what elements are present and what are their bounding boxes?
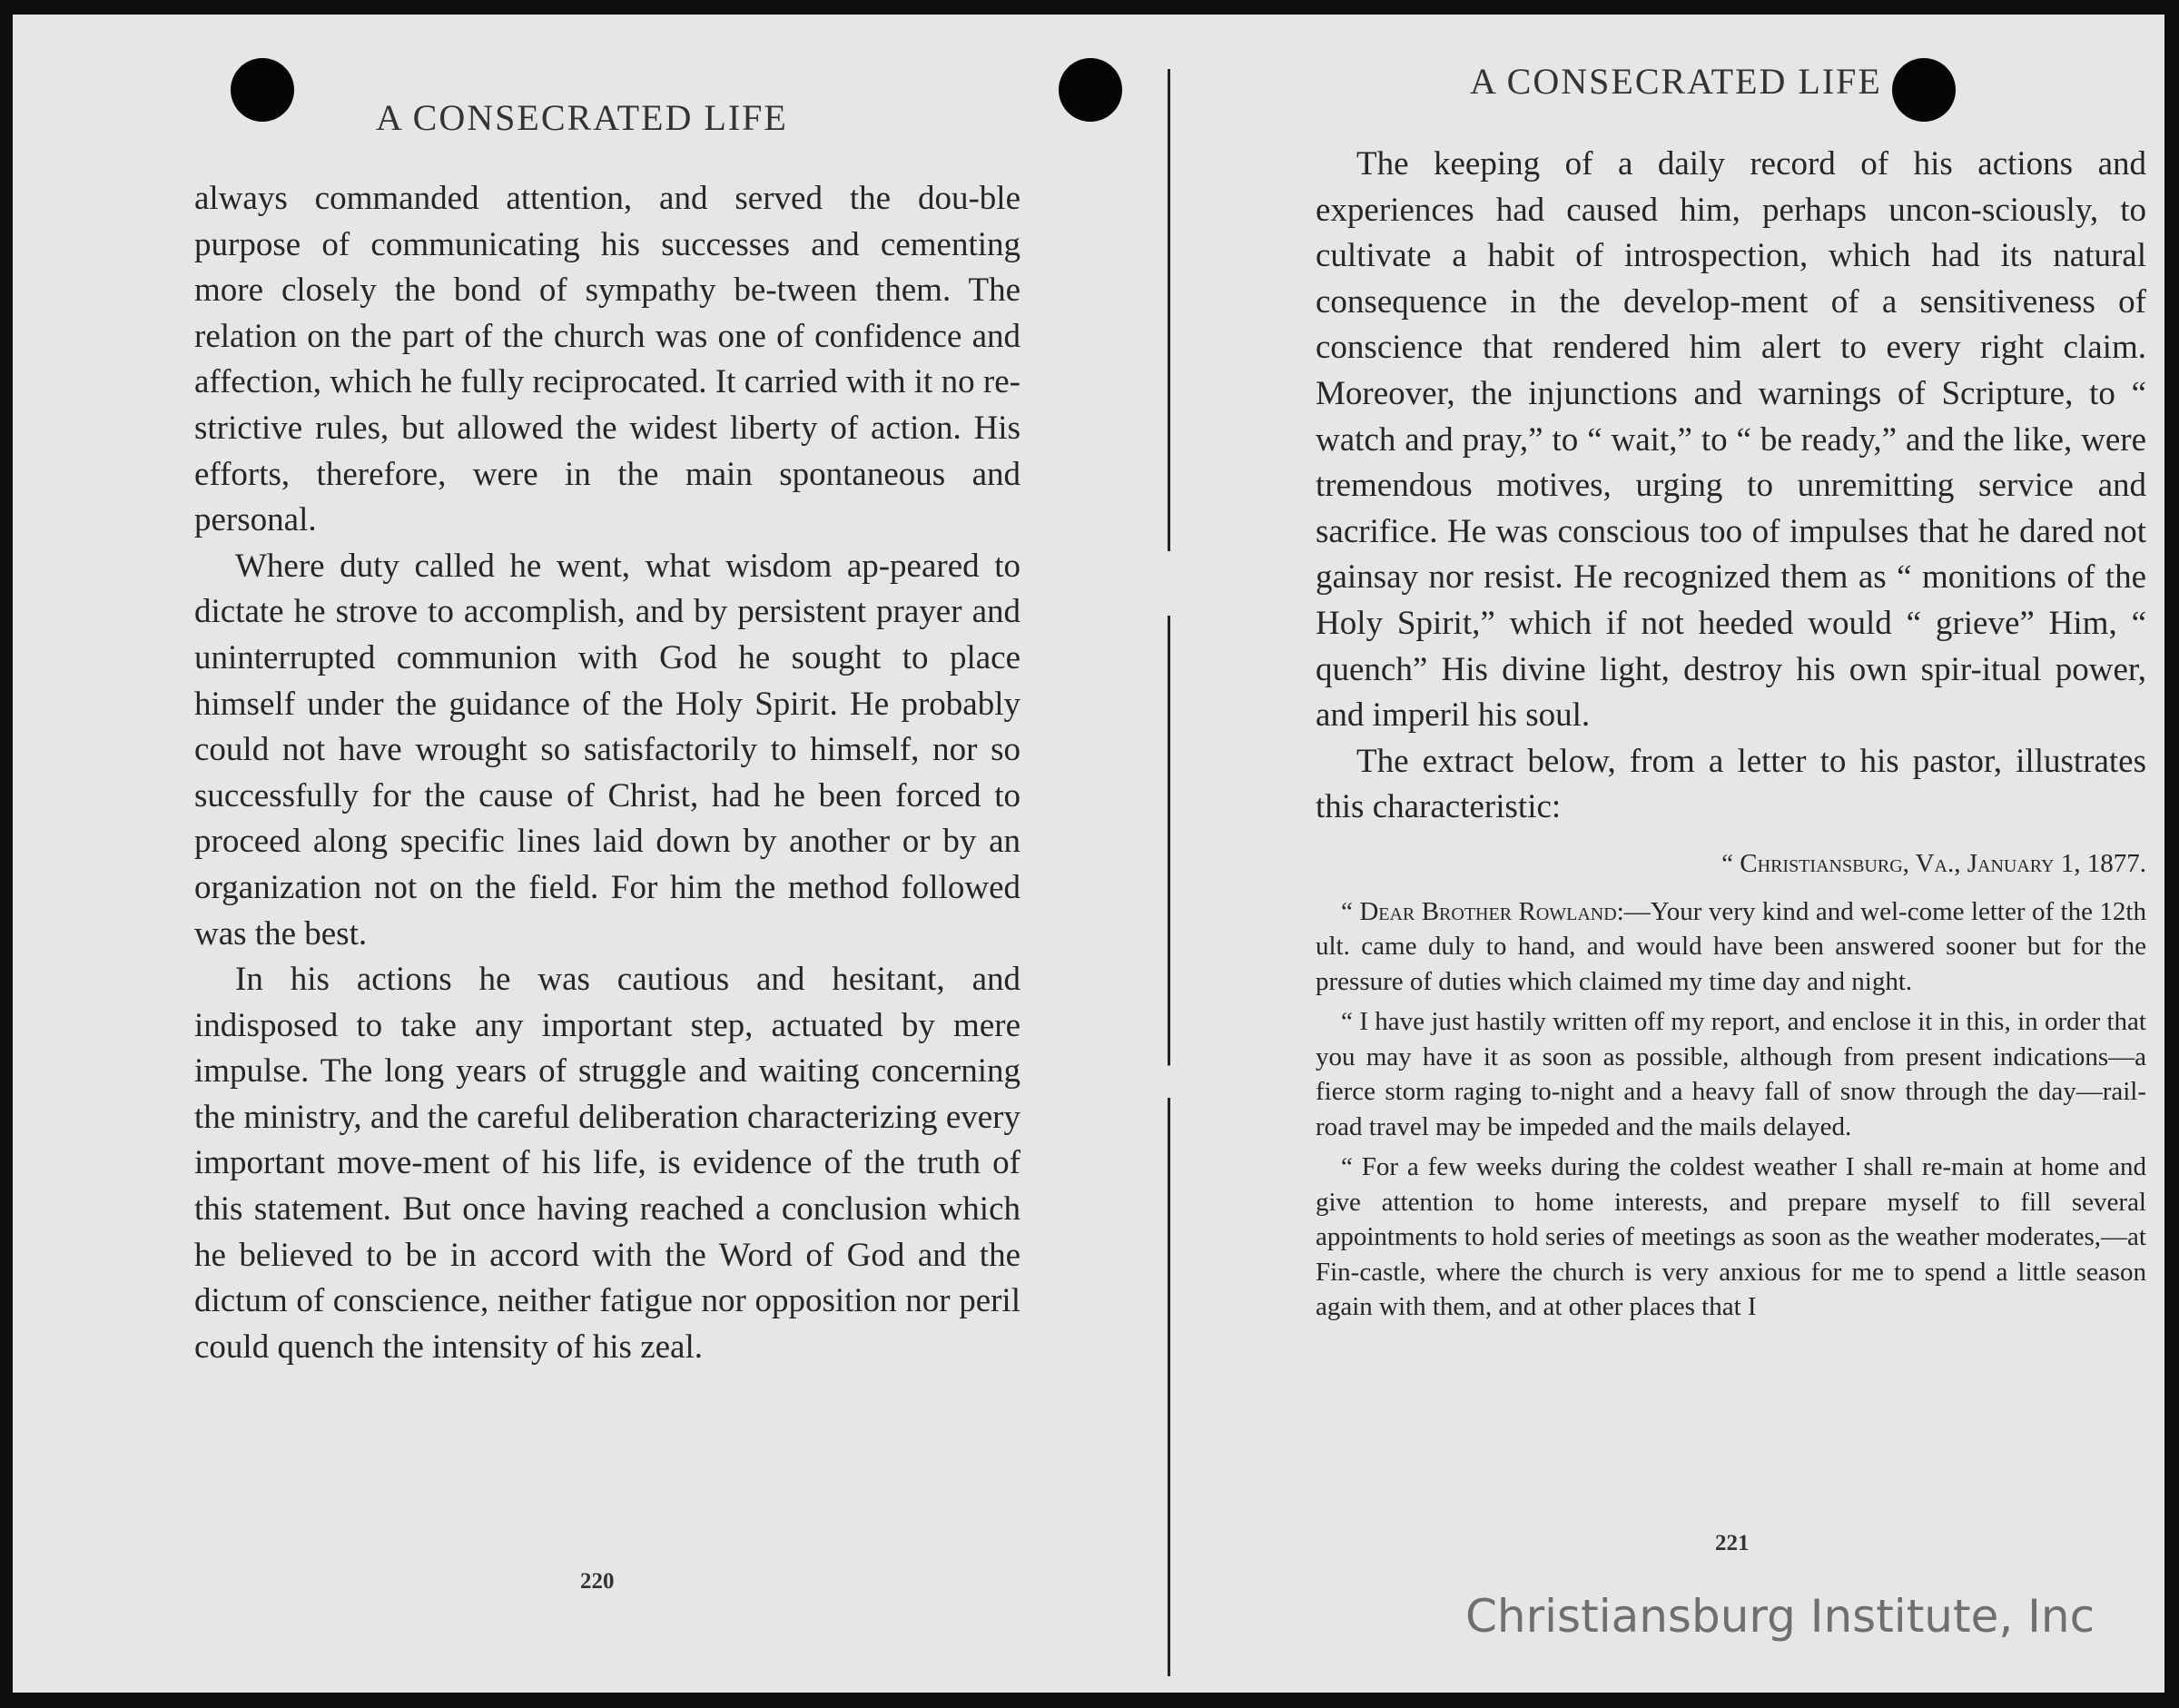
paragraph: always commanded attention, and served the dou-ble purpose of communicating his successes and cementing more closely the bond of sympathy be-tween them. The relation on the part of the church was one of confidence and affection, which he fully reciprocated. It carried with it no re-strictive rules, but allowed the widest liberty of action. His efforts, therefore, were in the main spontaneous and personal. bbox=[194, 180, 1020, 539]
letter-salutation: “ Dear Brother Rowland: bbox=[1341, 896, 1624, 926]
page-number: 221 bbox=[1715, 1531, 1750, 1555]
running-head: A CONSECRATED LIFE bbox=[1470, 61, 1882, 102]
letter-extract bbox=[1316, 894, 2146, 1325]
letter-text: —Your very kind and wel-come letter of the 12th ult. came duly to hand, and would have been answered sooner but for the pressure of duties which claimed my time day and night. bbox=[1316, 896, 2146, 996]
page-number: 220 bbox=[580, 1569, 615, 1594]
paragraph: The extract below, from a letter to his pastor, illustrates this characteristic: bbox=[1316, 742, 2146, 826]
right-page bbox=[1170, 15, 2164, 1693]
watermark: Christiansburg Institute, Inc bbox=[1465, 1590, 2095, 1643]
paragraph: In his actions he was cautious and hesitant, and indisposed to take any important step, actuated by mere impulse. The long years of struggle and waiting concerning the ministry, and the careful deliberation characterizing every important move-ment of his life, is evidence of the truth of this statement. But once having reached a conclusion which he believed to be in accord with the Word of God and the dictum of conscience, neither fatigue nor opposition nor peril could quench the intensity of his zeal. bbox=[194, 961, 1020, 1366]
letter-paragraph: “ For a few weeks during the coldest weather I shall re-main at home and give attention to home interests, and prepare myself to fill several appointments to hold series of meetings as soon as the weather moderates,—at Fin-castle, where the church is very anxious for me to spend a little season again with them, and at other places that I bbox=[1316, 1152, 2146, 1322]
letter-dateline: “ Christiansburg, Va., January 1, 1877. bbox=[1721, 848, 2146, 878]
text-column bbox=[194, 176, 1020, 1370]
letter-paragraph bbox=[1316, 894, 2146, 1000]
text-column bbox=[1316, 142, 2146, 1330]
running-head: A CONSECRATED LIFE bbox=[376, 97, 788, 138]
paragraph: The keeping of a daily record of his actions and experiences had caused him, perhaps uncon-sciously, to cultivate a habit of introspection, which had its natural consequence in the develop-ment of a sensitiveness of conscience that rendered him alert to every right claim. Moreover, the injunctions and warnings of Scripture, to “ watch and pray,” to “ wait,” to “ be ready,” and the like, were tremendous motives, urging to unremitting service and sacrifice. He was conscious too of impulses that he dared not gainsay nor resist. He recognized them as “ monitions of the Holy Spirit,” which if not heeded would “ grieve” Him, “ quench” His divine light, destroy his own spir-itual power, and imperil his soul. bbox=[1316, 145, 2146, 735]
left-page bbox=[13, 15, 1166, 1693]
letter-paragraph: “ I have just hastily written off my report, and enclose it in this, in order that you may have it as soon as possible, although from present indications—a fierce storm raging to-night and a heavy fall of snow through the day—rail-road travel may be impeded and the mails delayed. bbox=[1316, 1007, 2146, 1141]
scanned-spread bbox=[13, 15, 2164, 1693]
paragraph: Where duty called he went, what wisdom ap-peared to dictate he strove to accomplish, and by persistent prayer and uninterrupted communion with God he sought to place himself under the guidance of the Holy Spirit. He probably could not have wrought so satisfactorily to himself, nor so successfully for the cause of Christ, had he been forced to proceed along specific lines laid down by another or by an organization not on the field. For him the method followed was the best. bbox=[194, 547, 1020, 953]
